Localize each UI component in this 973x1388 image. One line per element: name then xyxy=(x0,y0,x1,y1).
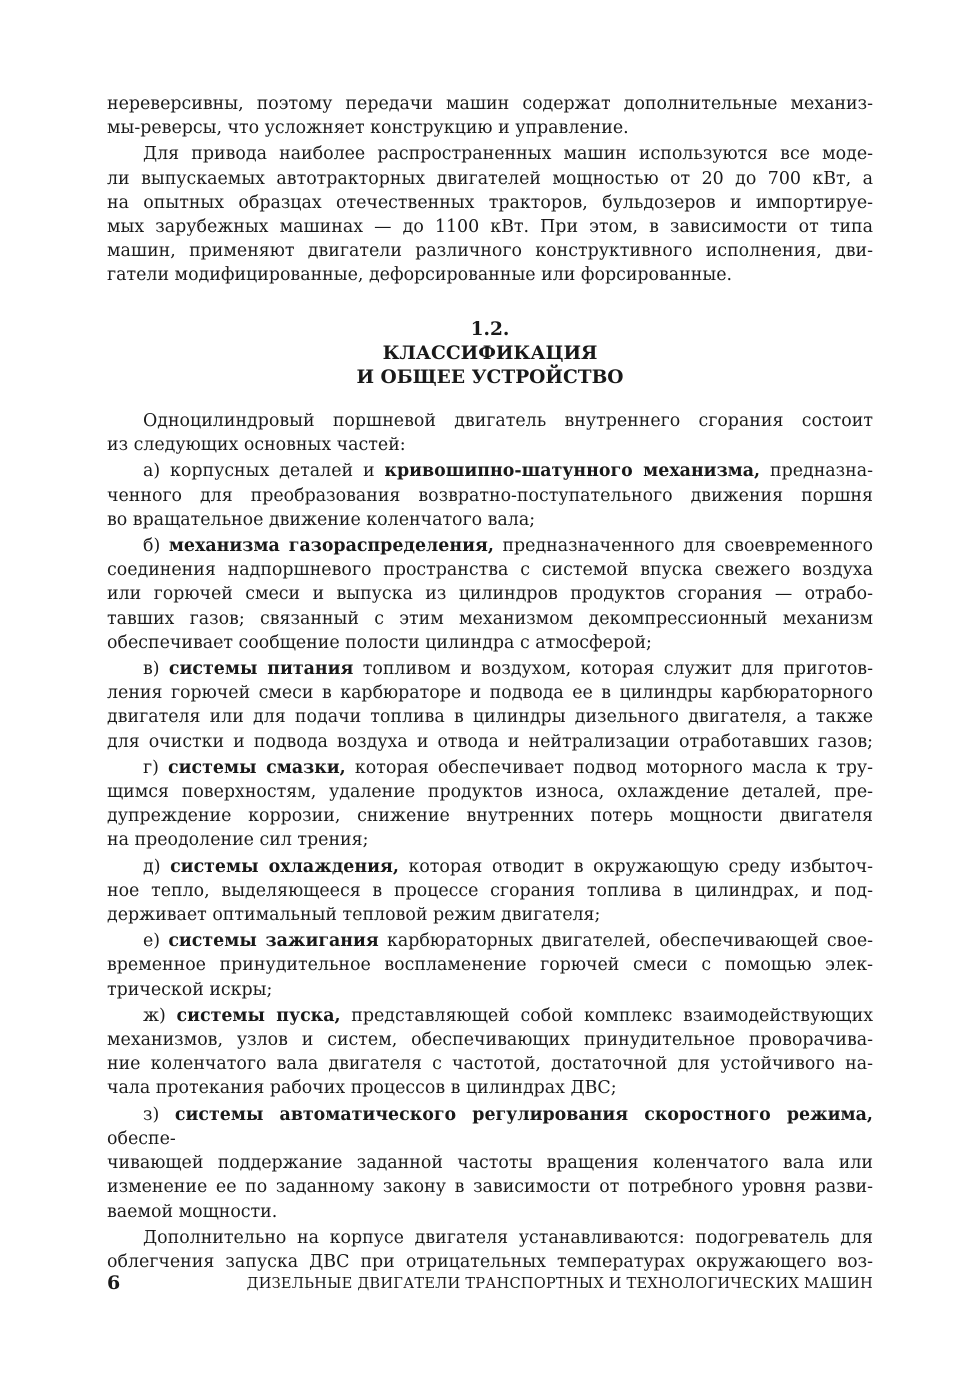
term-bold: системы смазки, xyxy=(168,757,346,778)
text-line: мы-реверсы, что усложняет конструкцию и управление. xyxy=(107,118,629,139)
text-line: машин, применяют двигатели различного конструктивного исполнения, дви- xyxy=(107,241,873,262)
text-line: щимся поверхностям, удаление продуктов износа, охлаждение деталей, пре- xyxy=(107,782,873,803)
list-item-e-first-line: е) системы зажигания карбюраторных двигателей, обеспечивающей свое- xyxy=(143,931,873,952)
term-bold: системы пуска, xyxy=(176,1005,341,1026)
section-title-line-1: КЛАССИФИКАЦИЯ xyxy=(382,343,598,364)
running-title: ДИЗЕЛЬНЫЕ ДВИГАТЕЛИ ТРАНСПОРТНЫХ И ТЕХНОЛОГИЧЕСКИХ МАШИН xyxy=(246,1275,873,1292)
text-line: двигателя или для подачи топлива в цилиндры дизельного двигателя, а также xyxy=(107,707,873,728)
text-line: тавших газов; связанный с этим механизмом декомпрессионный механизм xyxy=(107,608,873,629)
text-line: на преодоление сил трения; xyxy=(107,830,369,851)
term-bold: системы автоматического регулирования скоростного режима, xyxy=(174,1104,873,1125)
text-line: Для привода наиболее распространенных машин используются все моде- xyxy=(143,144,873,165)
text-line: во вращательное движение коленчатого вала; xyxy=(107,509,536,530)
term-bold: кривошипно-шатунного механизма, xyxy=(384,461,761,482)
section-number: 1.2. xyxy=(470,319,510,340)
term-bold: механизма газораспределения, xyxy=(168,536,494,557)
text-line: чала протекания рабочих процессов в цилиндрах ДВС; xyxy=(107,1078,617,1099)
text-line: ние коленчатого вала двигателя с частотой, достаточной для устойчивого на- xyxy=(107,1054,873,1075)
text-line: механизмов, узлов и систем, обеспечивающих принудительное проворачива- xyxy=(107,1030,873,1051)
list-item-z-first-line: з) системы автоматического регулирования скоростного режима, обеспе- xyxy=(107,1104,873,1149)
text-line: изменение ее по заданному закону в зависимости от потребного уровня разви- xyxy=(107,1177,873,1198)
text-line: соединения надпоршневого пространства с системой впуска свежего воздуха xyxy=(107,560,873,581)
page-number: 6 xyxy=(107,1272,121,1294)
text-line: временное принудительное воспламенение горючей смеси с помощью элек- xyxy=(107,955,873,976)
text-line: для очистки и подвода воздуха и отвода и нейтрализации отработавших газов; xyxy=(107,731,873,752)
list-item-zh-first-line: ж) системы пуска, представляющей собой комплекс взаимодействующих xyxy=(143,1005,873,1026)
text-line: ли выпускаемых автотракторных двигателей мощностью от 20 до 700 кВт, а xyxy=(107,168,873,189)
term-bold: системы охлаждения, xyxy=(170,856,399,877)
text-line: ваемой мощности. xyxy=(107,1201,278,1222)
text-line: держивает оптимальный тепловой режим двигателя; xyxy=(107,905,601,926)
text-line: обеспечивает сообщение полости цилиндра с атмосферой; xyxy=(107,632,652,653)
text-line: или горючей смеси и выпуска из цилиндров продуктов сгорания — отрабо- xyxy=(107,584,873,605)
section-title-line-2: И ОБЩЕЕ УСТРОЙСТВО xyxy=(356,367,624,388)
list-item-g-first-line: г) системы смазки, которая обеспечивает подвод моторного масла к тру- xyxy=(143,757,873,778)
list-item-d-first-line: д) системы охлаждения, которая отводит в окружающую среду избыточ- xyxy=(143,856,873,877)
term-bold: системы питания xyxy=(168,659,354,680)
list-item-v-first-line: в) системы питания топливом и воздухом, которая служит для приготов- xyxy=(143,659,873,680)
text-line: трической искры; xyxy=(107,979,273,1000)
text-line: нереверсивны, поэтому передачи машин содержат дополнительные механиз- xyxy=(107,94,873,114)
text-line: чивающей поддержание заданной частоты вращения коленчатого вала или xyxy=(107,1153,873,1174)
text-line: на опытных образцах отечественных тракторов, бульдозеров и импортируе- xyxy=(107,192,873,213)
term-bold: системы зажигания xyxy=(168,931,379,952)
text-line: Дополнительно на корпусе двигателя устанавливаются: подогреватель для xyxy=(143,1227,873,1248)
text-line: дупреждение коррозии, снижение внутренних потерь мощности двигателя xyxy=(107,806,873,827)
body-text xyxy=(107,409,873,1274)
text-line: гатели модифицированные, дефорсированные или форсированные. xyxy=(107,265,733,286)
list-item-a-first-line: а) корпусных деталей и кривошипно-шатунного механизма, предназна- xyxy=(143,461,873,482)
text-line: ное тепло, выделяющееся в процессе сгорания топлива в цилиндрах, и под- xyxy=(107,880,873,901)
text-line: ления горючей смеси в карбюраторе и подвода ее в цилиндры карбюраторного xyxy=(107,683,873,704)
text-line: Одноцилиндровый поршневой двигатель внутреннего сгорания состоит xyxy=(143,411,873,431)
page-footer xyxy=(107,1272,873,1298)
text-line: ченного для преобразования возвратно-поступательного движения поршня xyxy=(107,485,873,506)
text-line: мых зарубежных машинах — до 1100 кВт. При этом, в зависимости от типа xyxy=(107,217,873,238)
section-heading xyxy=(107,318,873,390)
text-line: облегчения запуска ДВС при отрицательных температурах окружающего воз- xyxy=(107,1251,873,1272)
text-line: из следующих основных частей: xyxy=(107,435,406,456)
list-item-b-first-line: б) механизма газораспределения, предназначенного для своевременного xyxy=(143,536,873,557)
intro-text xyxy=(107,92,873,288)
